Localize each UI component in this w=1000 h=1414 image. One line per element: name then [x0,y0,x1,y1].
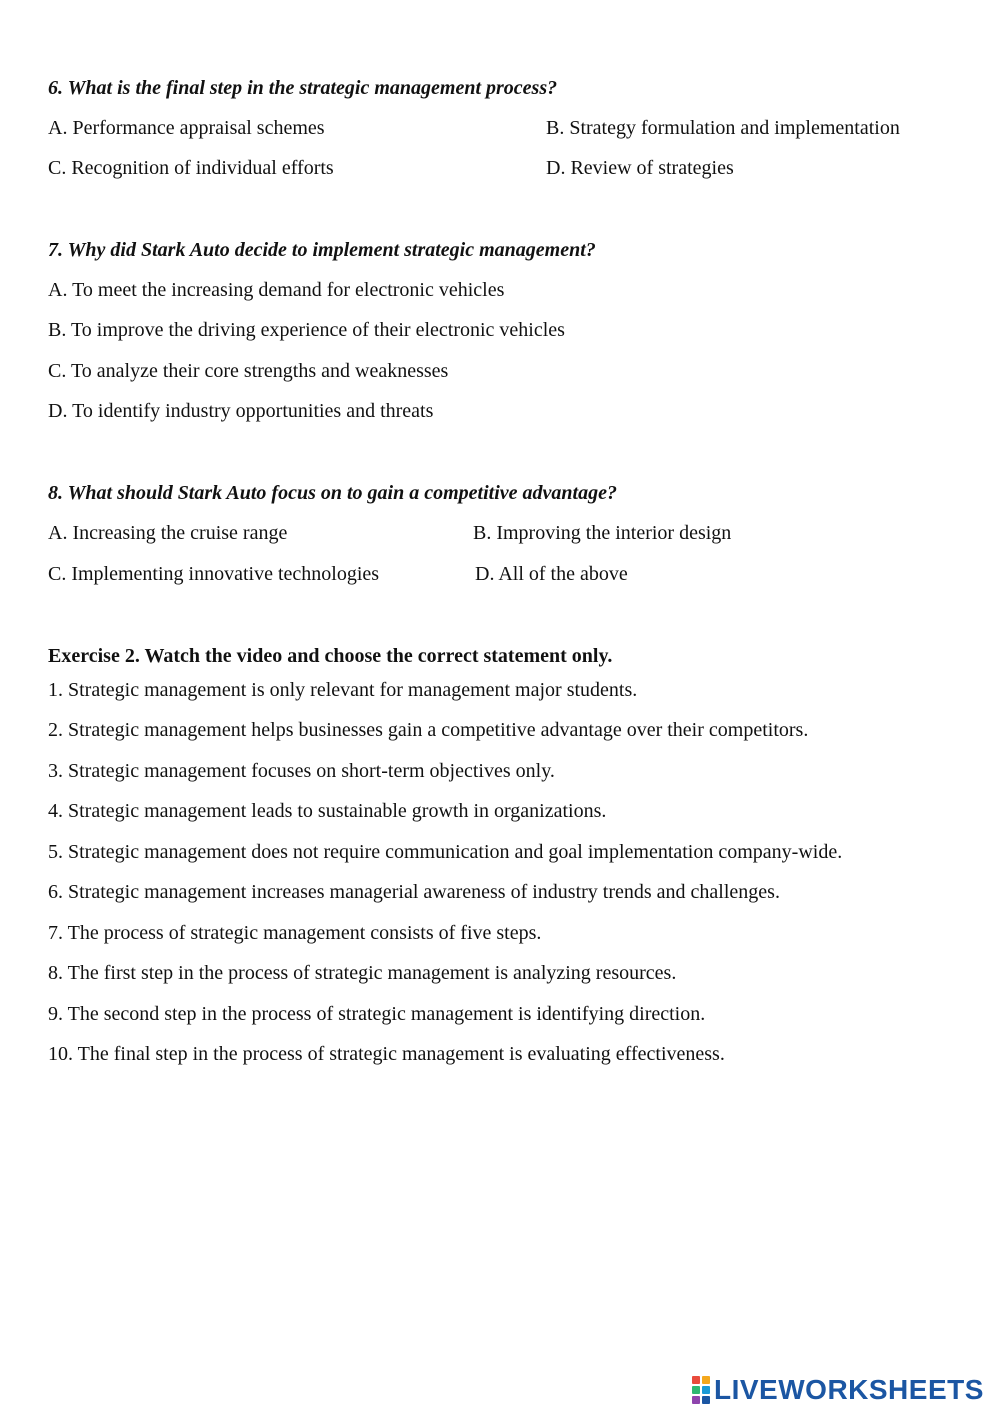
question-8-option-b[interactable]: B. Improving the interior design [473,522,732,544]
question-8-option-c[interactable]: C. Implementing innovative technologies [48,563,380,585]
statement-8[interactable]: 8. The first step in the process of strategic management is analyzing resources. [48,962,677,984]
question-8-option-a[interactable]: A. Increasing the cruise range [48,522,288,544]
statement-9[interactable]: 9. The second step in the process of strategic management is identifying direction. [48,1003,706,1025]
question-7-option-c[interactable]: C. To analyze their core strengths and weaknesses [48,360,449,382]
liveworksheets-logo [692,1374,984,1406]
question-6-title: 6. What is the final step in the strategic management process? [48,77,558,99]
question-8-option-d[interactable]: D. All of the above [475,563,628,585]
statement-5[interactable]: 5. Strategic management does not require communication and goal implementation company-wide. [48,841,843,863]
logo-mark-cell [702,1386,710,1394]
logo-mark-cell [692,1376,700,1384]
statement-4[interactable]: 4. Strategic management leads to sustainable growth in organizations. [48,800,607,822]
statement-1[interactable]: 1. Strategic management is only relevant for management major students. [48,679,638,701]
statement-3[interactable]: 3. Strategic management focuses on short-term objectives only. [48,760,555,782]
question-6-option-d[interactable]: D. Review of strategies [546,157,734,179]
question-6-option-c[interactable]: C. Recognition of individual efforts [48,157,334,179]
logo-mark-cell [692,1386,700,1394]
question-7-title: 7. Why did Stark Auto decide to implement strategic management? [48,239,596,261]
question-6-option-b[interactable]: B. Strategy formulation and implementation [546,117,900,139]
statement-2[interactable]: 2. Strategic management helps businesses gain a competitive advantage over their competitors. [48,719,809,741]
logo-mark-cell [702,1376,710,1384]
exercise-2-title: Exercise 2. Watch the video and choose the correct statement only. [48,645,613,667]
question-8-title: 8. What should Stark Auto focus on to gain a competitive advantage? [48,482,617,504]
logo-mark-cell [692,1396,700,1404]
question-7-option-a[interactable]: A. To meet the increasing demand for electronic vehicles [48,279,505,301]
statement-10[interactable]: 10. The final step in the process of strategic management is evaluating effectiveness. [48,1043,725,1065]
logo-text: LIVEWORKSHEETS [714,1374,984,1405]
logo-mark-icon [692,1376,710,1404]
logo-mark-cell [702,1396,710,1404]
question-6-option-a[interactable]: A. Performance appraisal schemes [48,117,325,139]
question-7-option-d[interactable]: D. To identify industry opportunities and threats [48,400,434,422]
question-7-option-b[interactable]: B. To improve the driving experience of their electronic vehicles [48,319,565,341]
statement-7[interactable]: 7. The process of strategic management consists of five steps. [48,922,542,944]
statement-6[interactable]: 6. Strategic management increases managerial awareness of industry trends and challenges. [48,881,780,903]
